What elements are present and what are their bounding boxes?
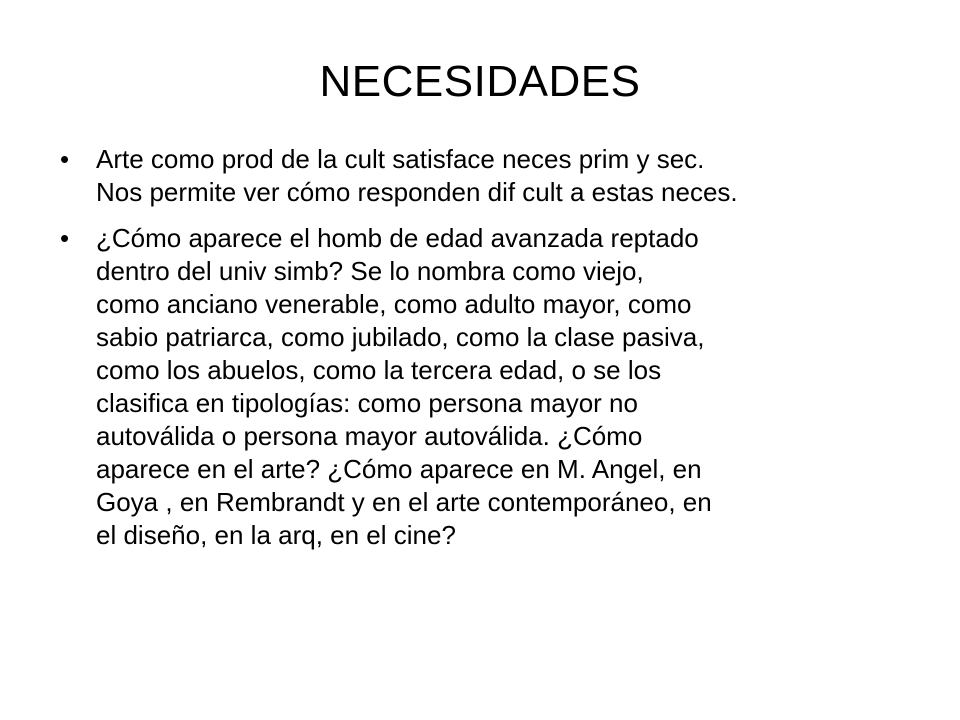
bullet-dot: • bbox=[60, 223, 70, 253]
bullet-dot: • bbox=[60, 144, 70, 174]
bullet-text-line: dentro del univ simb? Se lo nombra como viejo, bbox=[96, 256, 644, 286]
bullet-text-line: como los abuelos, como la tercera edad, o se los bbox=[96, 355, 662, 385]
bullet-list bbox=[58, 143, 918, 565]
slide-title: NECESIDADES bbox=[319, 57, 641, 106]
bullet-text-line: sabio patriarca, como jubilado, como la clase pasiva, bbox=[96, 322, 705, 352]
bullet-text-line: el diseño, en la arq, en el cine? bbox=[96, 520, 456, 550]
bullet-text-line: ¿Cómo aparece el homb de edad avanzada reptado bbox=[96, 223, 699, 253]
bullet-text-line: Nos permite ver cómo responden dif cult a estas neces. bbox=[96, 177, 738, 207]
bullet-text-line: Arte como prod de la cult satisface neces prim y sec. bbox=[96, 144, 705, 174]
bullet-item-1 bbox=[58, 143, 918, 209]
bullet-item-2 bbox=[58, 222, 918, 552]
bullet-text-line: Goya , en Rembrandt y en el arte contemporáneo, en bbox=[96, 487, 712, 517]
bullet-text-line: autoválida o persona mayor autoválida. ¿Cómo bbox=[96, 421, 643, 451]
bullet-text-line: clasifica en tipologías: como persona mayor no bbox=[96, 388, 638, 418]
bullet-text-line: aparece en el arte? ¿Cómo aparece en M. Angel, en bbox=[96, 454, 702, 484]
bullet-text-line: como anciano venerable, como adulto mayor, como bbox=[96, 289, 692, 319]
